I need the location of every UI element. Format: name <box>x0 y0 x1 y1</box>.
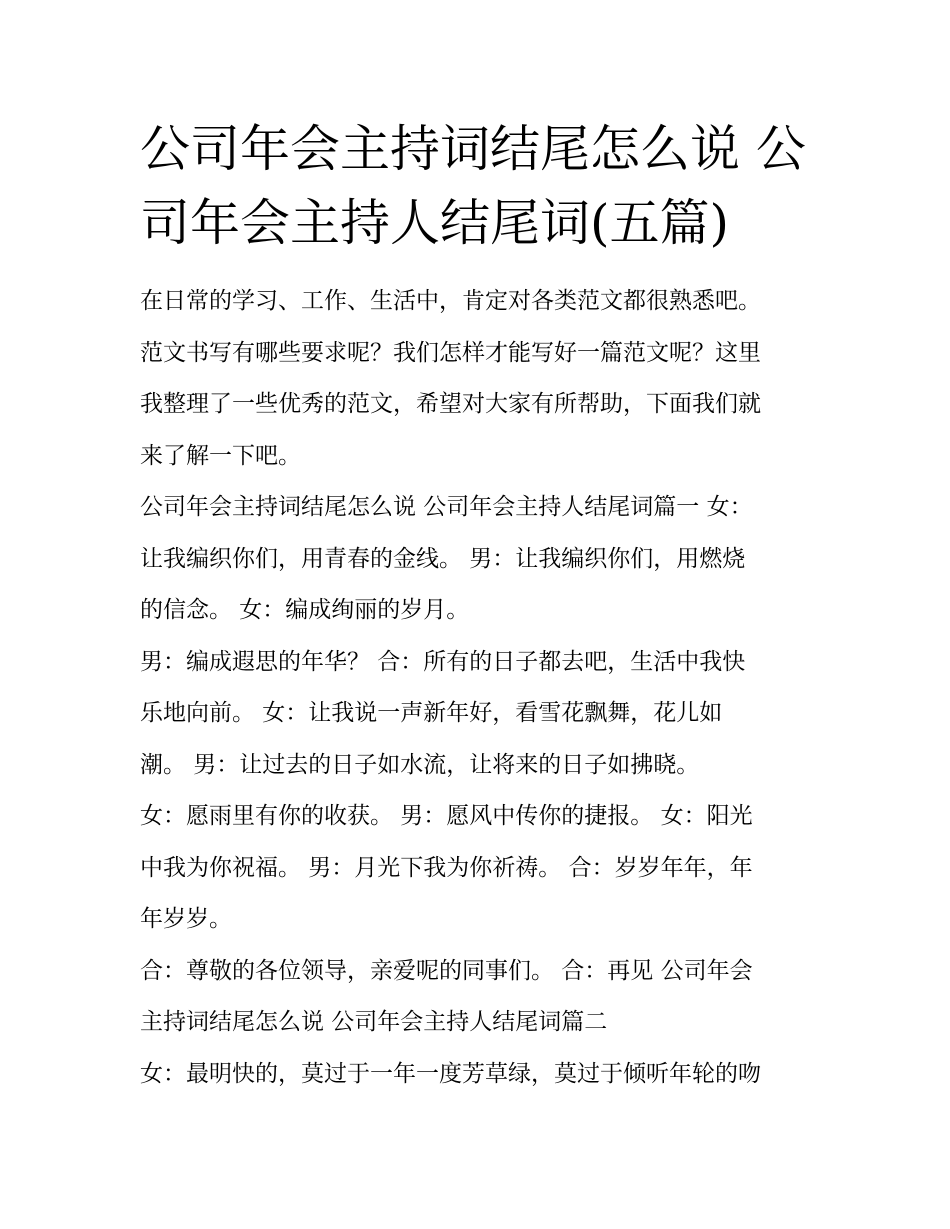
document-body <box>140 276 820 1100</box>
body-line: 让我编织你们，用青春的金线。 男：让我编织你们，用燃烧 <box>140 545 746 572</box>
document-title <box>140 112 820 260</box>
body-line: 潮。 男：让过去的日子如水流，让将来的日子如拂晓。 <box>140 751 700 778</box>
body-line: 女：愿雨里有你的收获。 男：愿风中传你的捷报。 女：阳光 <box>140 803 753 829</box>
body-line: 年岁岁。 <box>140 906 232 932</box>
body-line: 女：最明快的，莫过于一年一度芳草绿，莫过于倾听年轮的吻 <box>140 1060 761 1087</box>
body-line: 在日常的学习、工作、生活中，肯定对各类范文都很熟悉吧。 <box>140 288 761 314</box>
body-line: 的信念。 女：编成绚丽的岁月。 <box>140 597 470 623</box>
body-line: 中我为你祝福。 男：月光下我为你祈祷。 合：岁岁年年，年 <box>140 854 753 881</box>
body-line: 乐地向前。 女：让我说一声新年好，看雪花飘舞，花儿如 <box>140 700 723 726</box>
body-line: 公司年会主持词结尾怎么说 公司年会主持人结尾词篇一 女： <box>140 494 753 520</box>
body-line: 合：尊敬的各位领导，亲爱呢的同事们。 合：再见 公司年会 <box>140 957 753 984</box>
title-line: 司年会主持人结尾词(五篇) <box>140 194 730 252</box>
body-line: 来了解一下吧。 <box>140 442 301 469</box>
body-line: 男：编成遐思的年华？ 合：所有的日子都去吧，生活中我快 <box>140 648 746 675</box>
body-line: 主持词结尾怎么说 公司年会主持人结尾词篇二 <box>140 1009 608 1035</box>
body-line: 范文书写有哪些要求呢？我们怎样才能写好一篇范文呢？这里 <box>140 339 761 366</box>
title-line: 公司年会主持词结尾怎么说 公 <box>140 120 806 178</box>
body-line: 我整理了一些优秀的范文，希望对大家有所帮助，下面我们就 <box>140 391 761 417</box>
